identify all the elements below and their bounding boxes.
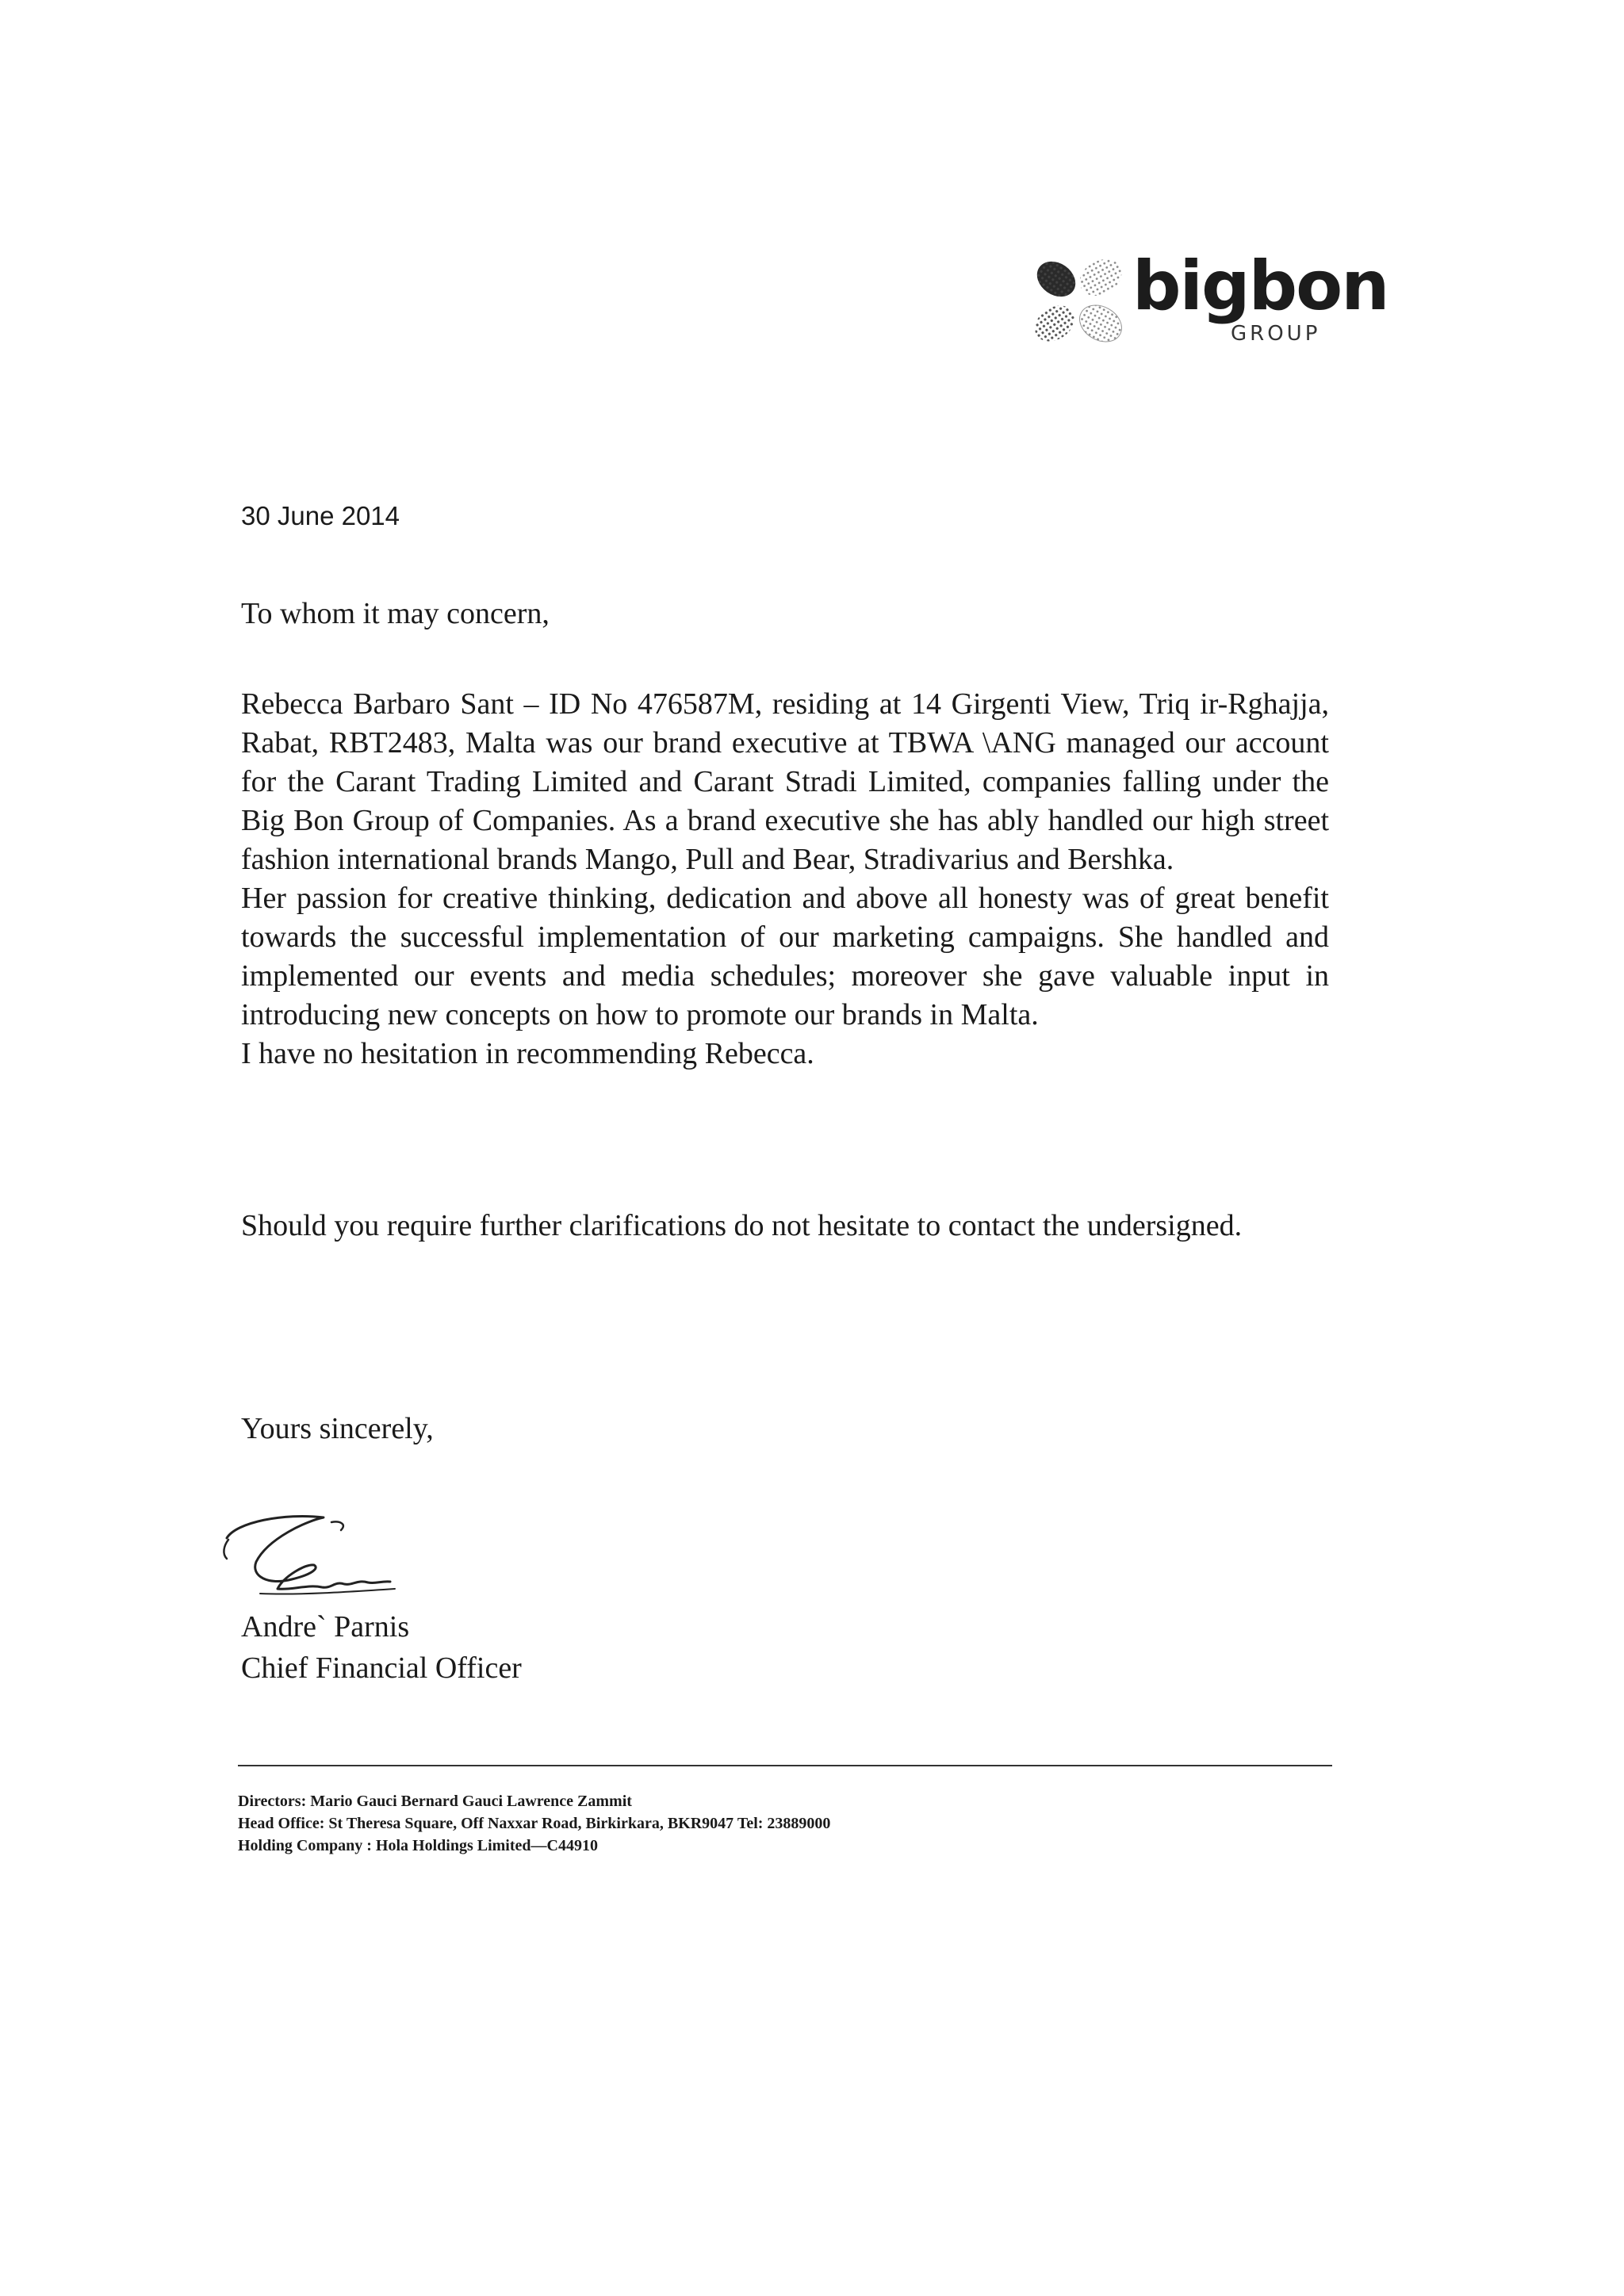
footer-head-office: Head Office: St Theresa Square, Off Naxxar Road, Birkirkara, BKR9047 Tel: 23889000 <box>238 1815 831 1832</box>
body-paragraph-3: I have no hesitation in recommending Rebecca. <box>241 1037 814 1070</box>
body-paragraph-4: Should you require further clarifications do not hesitate to contact the undersigned. <box>241 1209 1243 1242</box>
signer-name: Andre` Parnis <box>241 1610 410 1644</box>
letter-body <box>241 685 1329 1073</box>
signer-title: Chief Financial Officer <box>241 1651 522 1685</box>
body-paragraph-2: Her passion for creative thinking, dedication and above all honesty was of great benefit towards the successful implementation of our marketing campaigns. She handled and implemented our events and media schedules; moreover she gave valuable input in introducing new concepts on how to promote our brands in Malta. <box>241 882 1329 1031</box>
handwritten-signature <box>213 1506 530 1625</box>
body-paragraph-1: Rebecca Barbaro Sant – ID No 476587M, residing at 14 Girgenti View, Triq ir-Rghajja, Rabat, RBT2483, Malta was our brand executive at TBWA \ANG managed our account for the Carant Trading Limited and Carant Stradi Limited, companies falling under the Big Bon Group of Companies. As a brand executive she has ably handled our high street fashion international brands Mango, Pull and Bear, Stradivarius and Bershka. <box>241 687 1329 876</box>
butterfly-logo-icon <box>1023 246 1134 357</box>
footer-directors: Directors: Mario Gauci Bernard Gauci Lawrence Zammit <box>238 1793 632 1810</box>
footer-holding-company: Holding Company : Hola Holdings Limited—C44910 <box>238 1837 598 1854</box>
letter-footer <box>238 1790 830 1857</box>
logo-subtext: GROUP <box>1231 322 1321 346</box>
logo-wordmark: bigbon <box>1132 247 1388 326</box>
letter-date: 30 June 2014 <box>241 501 400 530</box>
company-logo <box>1023 246 1388 357</box>
closing: Yours sincerely, <box>241 1412 434 1445</box>
footer-divider <box>238 1765 1332 1766</box>
salutation: To whom it may concern, <box>241 597 550 630</box>
